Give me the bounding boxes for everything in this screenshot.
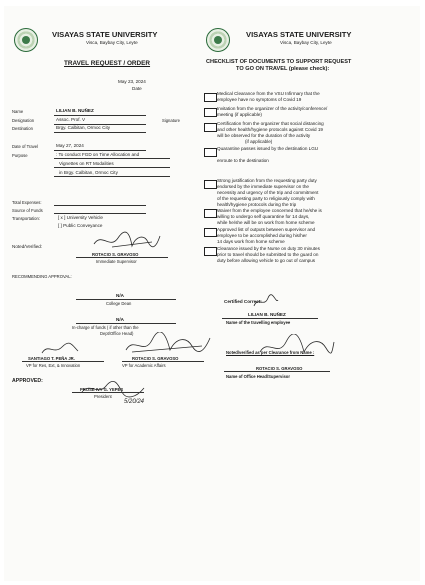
checkbox-nurse-clearance[interactable]: [204, 247, 217, 256]
employee-name: LILIAN B. NUÑEZ: [248, 312, 286, 317]
date-of-travel-label: Date of Travel: [12, 144, 39, 149]
vp-academic-title: VP for Academic Affairs: [122, 363, 166, 368]
university-seal-icon: [14, 28, 38, 52]
travel-request-title: TRAVEL REQUEST / ORDER: [64, 60, 151, 67]
office-head-signature-icon: [256, 334, 336, 360]
date-label: Date: [132, 86, 142, 91]
transport-option-vehicle: [ x ] University Vehicle: [58, 215, 103, 220]
item-1-line-2: employee have no symptoms of Covid 19: [217, 97, 302, 103]
checklist-item-4: [217, 146, 407, 164]
university-address-left: Visca, Baybay City, Leyte: [86, 40, 138, 45]
checklist-item-3: [217, 121, 407, 145]
date-of-travel-value: May 27, 2024: [56, 143, 84, 148]
destination-label: Destination: [12, 126, 33, 131]
employee-signature-icon: [252, 294, 280, 310]
item-8-line-1: Clearance issued by the Nurse on duty 30 minutes: [217, 246, 320, 251]
item-6-line-3: while he/she will be on work from home scheme: [217, 220, 315, 226]
supervisor-name: ROTACIO S. GRAVOSO: [92, 252, 139, 257]
checkbox-quarantine-pass[interactable]: [204, 148, 217, 157]
checklist-title-2: TO GO ON TRAVEL (please check):: [236, 66, 330, 72]
item-3-line-4: (if applicable): [245, 139, 273, 145]
vp-research-name: SANTIAGO T. PEÑA JR.: [28, 356, 75, 361]
designation-label: Designation: [12, 118, 35, 123]
designation-value: Assoc. Prof. V: [56, 117, 86, 122]
vp-academic-signature-icon: [122, 332, 214, 358]
checklist-item-6: [217, 208, 407, 226]
item-4-line-1: Quarantine passes issued by the destination LGU: [217, 146, 319, 151]
item-6-line-2: willing to undergo self quarantine for 14 days,: [217, 214, 310, 220]
checklist-item-7: [217, 227, 407, 245]
item-5-line-1: Strong justification from the requesting party duty: [217, 178, 317, 183]
vp-research-signature-icon: [40, 341, 80, 357]
approval-date-handwritten: 5/20/24: [124, 399, 145, 405]
item-5-line-5: health/hygiene protocols during the trip: [217, 202, 297, 208]
university-address-right: Visca, Baybay City, Leyte: [280, 40, 332, 45]
item-8-line-2: prior to travel should be submitted to the guard on: [217, 252, 319, 258]
na-incharge: N/A: [116, 317, 124, 322]
item-3-line-1: Certification from the organizer that social distancing: [217, 121, 324, 126]
university-seal-icon-right: [206, 28, 230, 52]
item-5-line-2: endorsed by the immediate supervisor on the: [217, 184, 309, 190]
item-4-line-3: enroute to the destination: [217, 158, 269, 164]
university-name-left: VISAYAS STATE UNIVERSITY: [52, 30, 158, 39]
item-7-line-3: 14 days work from home scheme: [217, 239, 285, 245]
item-2-line-2: meeting (if applicable): [217, 112, 262, 118]
recommending-approval-label: RECOMMENDING APPROVAL:: [12, 274, 72, 279]
item-3-line-2: and other health/hygiene protocols against Covid 19: [217, 127, 323, 133]
office-head-name: ROTACIO S. GRAVOSO: [256, 366, 303, 371]
item-7-line-1: Approved list of outputs between supervisor and: [217, 227, 316, 232]
checkbox-approved-outputs[interactable]: [204, 228, 217, 237]
office-head-caption: Name of Office Head/Supervisor: [226, 374, 290, 379]
university-name-right: VISAYAS STATE UNIVERSITY: [246, 30, 352, 39]
source-of-funds-label: Source of Funds: [12, 208, 43, 213]
item-3-line-3: will be observed for the duration of the activity: [217, 133, 311, 139]
name-value: LILIAN B. NUÑEZ: [56, 108, 94, 113]
purpose-line-2: Vignettes on RT Modalities: [59, 161, 114, 166]
checkbox-justification[interactable]: [204, 180, 217, 189]
employee-caption: Name of the travelling employee: [226, 320, 291, 325]
purpose-line-3: in Brgy. Calbitan, Ormoc City: [59, 170, 118, 175]
checkbox-certification[interactable]: [204, 123, 217, 132]
total-expenses-label: Total Expenses:: [12, 200, 42, 205]
college-dean-label: College Dean: [106, 301, 132, 306]
checkbox-waiver[interactable]: [204, 209, 217, 218]
president-name: PROSE IVY G. YEPES: [80, 387, 124, 392]
checklist-item-5: [217, 178, 407, 208]
purpose-label: Purpose: [12, 153, 28, 158]
checklist-item-1: [217, 91, 407, 103]
date-value: May 23, 2024: [118, 79, 146, 84]
item-7-line-2: employee to be accomplished during his/her: [217, 233, 307, 239]
noted-verified-label: Noted/Verified:: [12, 244, 43, 249]
item-8-line-3: duty before allowing vehicle to go out of campus: [217, 258, 316, 264]
destination-value: Brgy. Calbitan, Ormoc City: [56, 125, 111, 130]
item-5-line-3: necessity and urgency of the trip and commitment: [217, 190, 319, 196]
checkbox-invitation[interactable]: [204, 108, 217, 117]
certified-correct-label: Certified Correct:: [224, 299, 262, 304]
item-2-line-1: Invitation from the organizer of the activity/conference/: [217, 106, 328, 111]
item-1-line-1: Medical Clearance from the VSU Infirmary that the: [217, 91, 320, 96]
noted-verified-clearance-label: Noted/verified as per Clearance from Name :: [226, 350, 315, 355]
vp-research-title: VP for Res, Ext, & Innovation: [26, 363, 81, 368]
checkbox-medical-clearance[interactable]: [204, 93, 217, 102]
document-page: [4, 6, 420, 581]
president-title: President: [94, 394, 112, 399]
incharge-line-1: In-charge of funds ( if other than the: [72, 325, 139, 330]
checklist-item-8: [217, 246, 407, 264]
supervisor-signature-icon: [92, 230, 162, 252]
incharge-line-2: Dept/Office Head): [100, 331, 134, 336]
approved-label: APPROVED:: [12, 378, 43, 384]
item-6-line-1: Waiver from the employee concerned that he/she is: [217, 208, 322, 213]
item-5-line-4: of the requesting party to religiously comply with: [217, 196, 315, 202]
transport-option-public: [ ] Public Conveyance: [58, 223, 103, 228]
vp-academic-name: ROTACIO S. GRAVOSO: [132, 356, 179, 361]
na-dean: N/A: [116, 293, 124, 298]
signature-label: Signature: [162, 118, 180, 123]
purpose-line-1: : To conduct FGD on Time Allocation and: [56, 152, 140, 157]
supervisor-title: Immediate Supervisor: [96, 259, 137, 264]
transportation-label: Transportation:: [12, 216, 41, 221]
checklist-item-2: [217, 106, 407, 118]
name-label: Name: [12, 109, 24, 114]
checklist-title-1: CHECKLIST OF DOCUMENTS TO SUPPORT REQUEST: [206, 59, 352, 65]
